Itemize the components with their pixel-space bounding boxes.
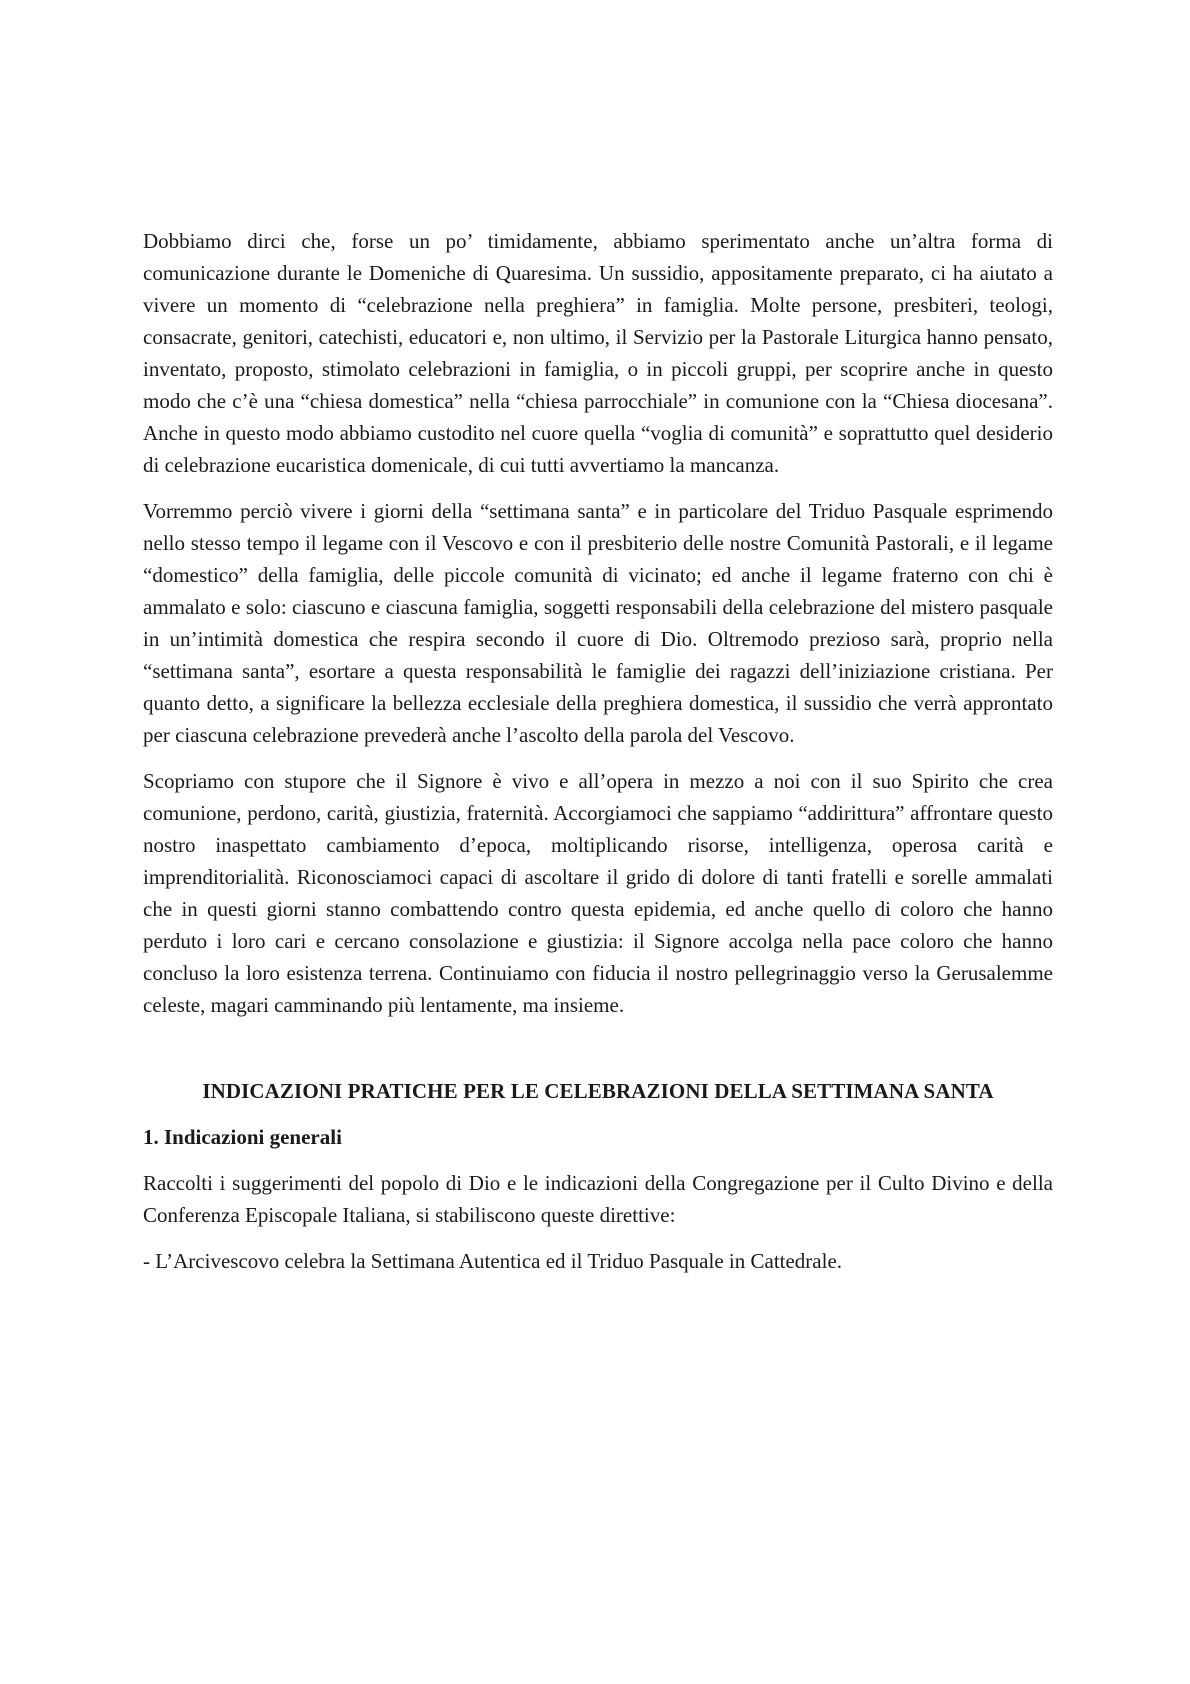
body-paragraph-1: Dobbiamo dirci che, forse un po’ timidamente, abbiamo sperimentato anche un’altra forma di comunicazione durante le Domeniche di Quaresima. Un sussidio, appositamente preparato, ci ha aiutato a vivere un momento di “celebrazione nella preghiera” in famiglia. Molte persone, presbiteri, teologi, consacrate, genitori, catechisti, educatori e, non ultimo, il Servizio per la Pastorale Liturgica hanno pensato, inventato, proposto, stimolato celebrazioni in famiglia, o in piccoli gruppi, per scoprire anche in questo modo che c’è una “chiesa domestica” nella “chiesa parrocchiale” in comunione con la “Chiesa diocesana”. Anche in questo modo abbiamo custodito nel cuore quella “voglia di comunità” e soprattutto quel desiderio di celebrazione eucaristica domenicale, di cui tutti avvertiamo la mancanza. bbox=[143, 229, 1053, 477]
body-paragraph-2: Vorremmo perciò vivere i giorni della “settimana santa” e in particolare del Triduo Pasquale esprimendo nello stesso tempo il legame con il Vescovo e con il presbiterio delle nostre Comunità Pastorali, e il legame “domestico” della famiglia, delle piccole comunità di vicinato; ed anche il legame fraterno con chi è ammalato e solo: ciascuno e ciascuna famiglia, soggetti responsabili della celebrazione del mistero pasquale in un’intimità domestica che respira secondo il cuore di Dio. Oltremodo prezioso sarà, proprio nella “settimana santa”, esortare a questa responsabilità le famiglie dei ragazzi dell’iniziazione cristiana. Per quanto detto, a significare la bellezza ecclesiale della preghiera domestica, il sussidio che verrà approntato per ciascuna celebrazione prevederà anche l’ascolto della parola del Vescovo. bbox=[143, 499, 1053, 747]
section-title: INDICAZIONI PRATICHE PER LE CELEBRAZIONI DELLA SETTIMANA SANTA bbox=[202, 1079, 994, 1103]
directive-item: - L’Arcivescovo celebra la Settimana Autentica ed il Triduo Pasquale in Cattedrale. bbox=[143, 1249, 843, 1273]
section-intro-paragraph: Raccolti i suggerimenti del popolo di Dio e le indicazioni della Congregazione per il Culto Divino e della Conferenza Episcopale Italiana, si stabiliscono queste direttive: bbox=[143, 1171, 1053, 1227]
section-subtitle: 1. Indicazioni generali bbox=[143, 1125, 342, 1149]
body-paragraph-3: Scopriamo con stupore che il Signore è vivo e all’opera in mezzo a noi con il suo Spirito che crea comunione, perdono, carità, giustizia, fraternità. Accorgiamoci che sappiamo “addirittura” affrontare questo nostro inaspettato cambiamento d’epoca, moltiplicando risorse, intelligenza, operosa carità e imprenditorialità. Riconosciamoci capaci di ascoltare il grido di dolore di tanti fratelli e sorelle ammalati che in questi giorni stanno combattendo contro questa epidemia, ed anche quello di coloro che hanno perduto i loro cari e cercano consolazione e giustizia: il Signore accolga nella pace coloro che hanno concluso la loro esistenza terrena. Continuiamo con fiducia il nostro pellegrinaggio verso la Gerusalemme celeste, magari camminando più lentamente, ma insieme. bbox=[143, 769, 1053, 1017]
document-page bbox=[143, 225, 1053, 1277]
